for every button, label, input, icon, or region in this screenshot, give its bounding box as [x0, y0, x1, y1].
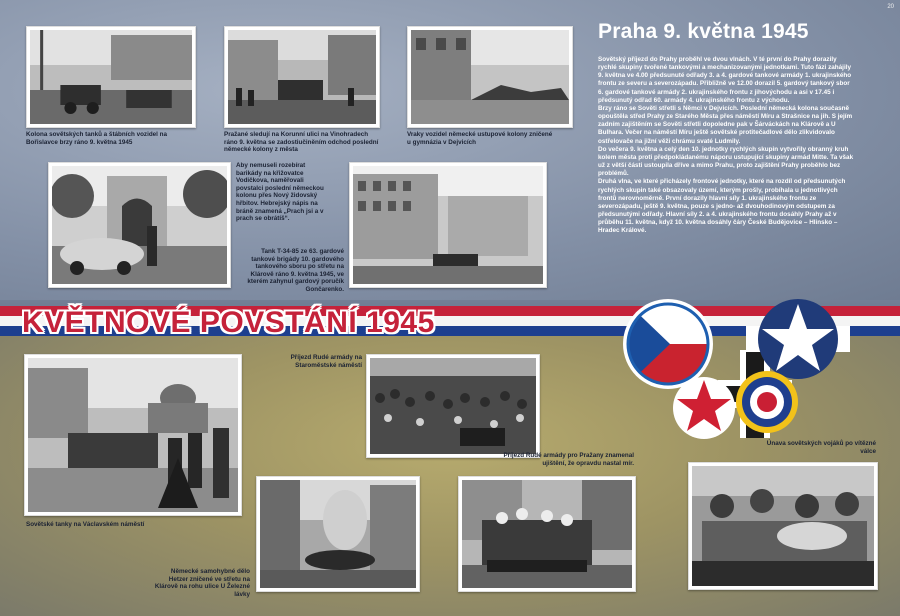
photo-caption: Únava sovětských vojáků po vítězné válce [766, 440, 876, 455]
photo-caption: Tank T-34-85 ze 63. gardové tankové brigády 10. gardového tankového sboru po střetu na Klárově ráno 9. května 1945, ve kterém zahynul gardový poručík Gončarenko. [247, 248, 344, 293]
photo-caption: Kolona sovětských tanků a štábních vozidel na Bořislavce brzy ráno 9. května 1945 [26, 131, 168, 146]
section-title: KVĚTNOVÉ POVSTÁNÍ 1945 [22, 306, 435, 339]
photo-old-town-square [366, 354, 540, 458]
photo-jewish-cemetery-gate [48, 162, 231, 288]
article-paragraph: Sovětský příjezd do Prahy proběhl ve dvou vlnách. V té první do Prahy dorazily rychlé skupiny tvořené tankovými a mechanizovanými jednotkami. Tuto fázi zahájily 9. května ve 4.00 předsunuté odřady 3. a 4. gardové tankové armády 1. ukrajinského frontu ze severu a severozápadu. Přibližně ve 12.00 dorazil 5. gardový tankový sbor 6. gardové tankové armády 2. ukrajinského frontu z jihovýchodu a asi v 17.45 i předsunutý odřad 60. armády 4. ukrajinského frontu z východu. [598, 56, 852, 104]
photo-prague-welcome [458, 476, 636, 592]
photo-korunni-street [224, 26, 380, 128]
soviet-star-icon [672, 376, 736, 440]
photo-caption: Příjezd Rudé armády na Staroměstské náměstí [290, 354, 362, 369]
article-title: Praha 9. května 1945 [598, 20, 809, 43]
article-paragraph: Druhá vlna, ve které přicházely frontové jednotky, které na rozdíl od předsunutých rychlých skupin také obsazovaly území, kterým prošly, probíhala u jednotlivých frontů nerovnoměrně. První dorazily hlavní síly 1. ukrajinského frontu ze severozápadu, ještě 9. května, pouze s jedno- až dvouhodinovým odstupem za předsunutými odřady. Hlavní síly 2. a 4. ukrajinského frontu dosáhly Prahy až v průběhu 11. května, když 10. května dosáhly čáry České Budějovice – Hlinsko – Hradec Králové. [598, 178, 846, 235]
photo-caption: Aby nemuseli rozebírat barikády na křižovatce Vodičkova, naměřovali povstalci poslední německou kolonu přes Nový židovský hřbitov. Hebrejský nápis na bráně znamená „Prach jsi a v prach se obrátíš“. [236, 162, 324, 223]
page-number: 20 [887, 4, 894, 10]
photo-caption: Sovětské tanky na Václavském náměstí [26, 521, 145, 528]
photo-caption: Německé samohybné dělo Hetzer zničené ve střetu na Klárově na rohu ulice U Železné lávky [154, 568, 250, 598]
photo-hetzer-klarov [256, 476, 420, 592]
photo-dejvice-wrecks [407, 26, 573, 128]
article-paragraph: Do večera 9. května a celý den 10. jednotky rychlých skupin vytvořily obranný kruh kolem města proti předpokládanému náporu ustupující skupiny armád Mitte. Ta však už z větší části ustoupila dříve a mimo Prahu, proto zajištění Prahy proběhlo bez problémů. [598, 145, 854, 178]
photo-wenceslas-square-tanks [24, 354, 242, 516]
photo-caption: Pražané sledují na Korunní ulici na Vinohradech ráno 9. května se zadostiučiněním odchod poslední německé kolony z města [224, 131, 379, 154]
article-body [598, 56, 854, 235]
photo-t34-klarov [349, 162, 547, 288]
photo-caption: Příjezd Rudé armády pro Pražany znamenal ujištění, že opravdu nastal mír. [503, 452, 634, 467]
photo-tank-column-borislavka [26, 26, 196, 128]
article-paragraph: Brzy ráno se Sověti střetli s Němci v Dejvicích. Poslední německá kolona současně opouštěla střed Prahy ze Starého Města přes náměstí Míru a Strašnice na jih. S jejím zadním zajištěním se Sověti střetli dopoledne pak v Šárváckách na Klárově a U Bulhara. Večer na náměstí Míru ještě sovětské protitečadlové dělo zlikvidovalo ostřelovače na jižní věži chrámu svaté Ludmily. [598, 104, 853, 145]
photo-caption: Vraky vozidel německé ustupové kolony zničené u gymnázia v Dejvicích [407, 131, 553, 146]
raf-roundel-icon [735, 370, 799, 434]
photo-tired-soldiers [688, 462, 878, 590]
